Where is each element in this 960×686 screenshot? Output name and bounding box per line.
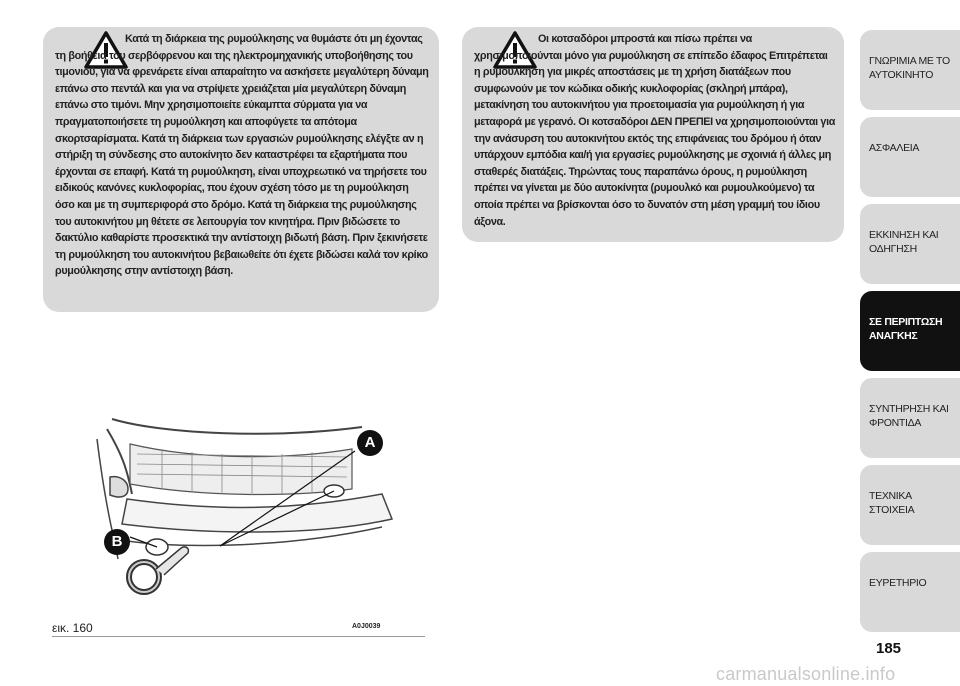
tab-in-an-emergency[interactable] <box>860 291 960 371</box>
tab-label: ΓΝΩΡΙΜΙΑ ΜΕ ΤΟ <box>869 55 950 67</box>
figure-caption: εικ. 160 <box>52 621 93 635</box>
tab-label: ΦΡΟΝΤΙΔΑ <box>869 417 922 429</box>
tab-technical-data[interactable] <box>860 465 960 545</box>
callout-a-label: A <box>364 434 376 451</box>
tab-label: ΣΕ ΠΕΡΙΠΤΩΣΗ <box>869 316 943 328</box>
tab-label: ΟΔΗΓΗΣΗ <box>869 243 917 255</box>
page-number: 185 <box>876 640 902 657</box>
tab-safety[interactable] <box>860 117 960 197</box>
tab-label: ΑΝΑΓΚΗΣ <box>869 330 918 342</box>
figure-divider <box>52 636 425 637</box>
tab-label: ΕΚΚΙΝΗΣΗ ΚΑΙ <box>869 229 939 241</box>
tab-label: ΑΥΤΟΚΙΝΗΤΟ <box>869 69 934 81</box>
callout-b-label: B <box>111 533 123 550</box>
figure-code: A0J0039 <box>352 623 381 630</box>
tab-getting-to-know-car[interactable] <box>860 30 960 110</box>
warning-text-tow-hooks: Οι κοτσαδόροι μπροστά και πίσω πρέπει να χρησιμοποιούνται μόνο για ρυμούλκηση σε επίπεδο έδαφος Επιτρέπεται η ρυμούλκηση για μικρές αποστάσεις με τη χρήση διατάξεων που συμφωνούν με τον κώδικα οδικής κυκλοφορίας (σκληρή μπάρα), μετακίνηση του αυτοκινήτου για προετοιμασία για ρυμούλκηση ή για μεταφορά με γερανό. Οι κοτσαδόροι ΔΕΝ ΠΡΕΠΕΙ να χρησιμοποιούνται για την ανάσυρση του αυτοκινήτου εκτός της επιφάνειας του δρόμου ή όταν υπάρχουν εμπόδια και/ή για εργασίες ρυμούλκησης με σχοινιά ή άλλες μη σταθερές διατάξεις. Τηρώντας τους παραπάνω όρους, η ρυμούλκηση πρέπει να γίνεται με δύο αυτοκίνητα (ρυμουλκό και ρυμουλκούμενο) τα οποία πρέπει να βρίσκονται όσο το δυνατόν στη μέση γραμμή του ίδιου άξονα. <box>474 33 836 228</box>
tab-label: ΣΥΝΤΗΡΗΣΗ ΚΑΙ <box>869 403 949 415</box>
tab-starting-and-driving[interactable] <box>860 204 960 284</box>
tab-maintenance-and-care[interactable] <box>860 378 960 458</box>
warning-box-towing <box>43 27 439 312</box>
tab-label: ΕΥΡΕΤΗΡΙΟ <box>869 577 927 589</box>
bumper-drawing <box>52 399 425 621</box>
tab-label: ΤΕΧΝΙΚΑ ΣΤΟΙΧΕΙΑ <box>869 490 915 516</box>
rear-bumper-tow-hook-illustration <box>52 399 425 621</box>
tab-label: ΑΣΦΑΛΕΙΑ <box>869 142 920 154</box>
warning-box-tow-hooks <box>462 27 844 242</box>
tab-index[interactable] <box>860 552 960 632</box>
warning-text-towing: Κατά τη διάρκεια της ρυμούλκησης να θυμάστε ότι μη έχοντας τη βοήθεια του σερβόφρενου και της ηλεκτρομηχανικής υποβοήθησης του τιμονιού, για να φρενάρετε είναι απαραίτητο να ασκήσετε μεγαλύτερη δύναμη επάνω στο πεντάλ και για να στρίψετε χρειάζεται μία μεγαλύτερη δύναμη επάνω στο τιμόνι. Μην χρησιμοποιείτε εύκαμπτα σύρματα για να πραγματοποιήσετε τη ρυμούλκηση και αποφύγετε τα απότομα σκορτσαρίσματα. Κατά τη διάρκεια των εργασιών ρυμούλκησης ελέγξτε αν η στήριξη τη σύνδεσης στο αυτοκίνητο δεν καταστρέφει τα εξαρτήματα που έρχονται σε επαφή. Κατά τη ρυμούλκηση, είναι υποχρεωτικό να τηρήσετε του ειδικούς κανόνες κυκλοφορίας, που έχουν σχέση τόσο με τη ρυμούλκηση όσο και με τη συμπεριφορά στο δρόμο. Κατά τη διάρκεια της ρυμούλκησης του αυτοκινήτου μη θέτετε σε λειτουργία τον κινητήρα. Πριν βιδώσετε το δακτύλιο καθαρίστε προσεκτικά την αντίστοιχη βιδωτή βάση. Πριν ξεκινήσετε τη ρυμούλκηση του αυτοκινήτου βεβαιωθείτε ότι έχετε βιδώσει καλά τον κρίκο ρυμούλκησης στην αντίστοιχη βάση. <box>55 33 429 278</box>
watermark: carmanualsonline.info <box>716 664 896 684</box>
